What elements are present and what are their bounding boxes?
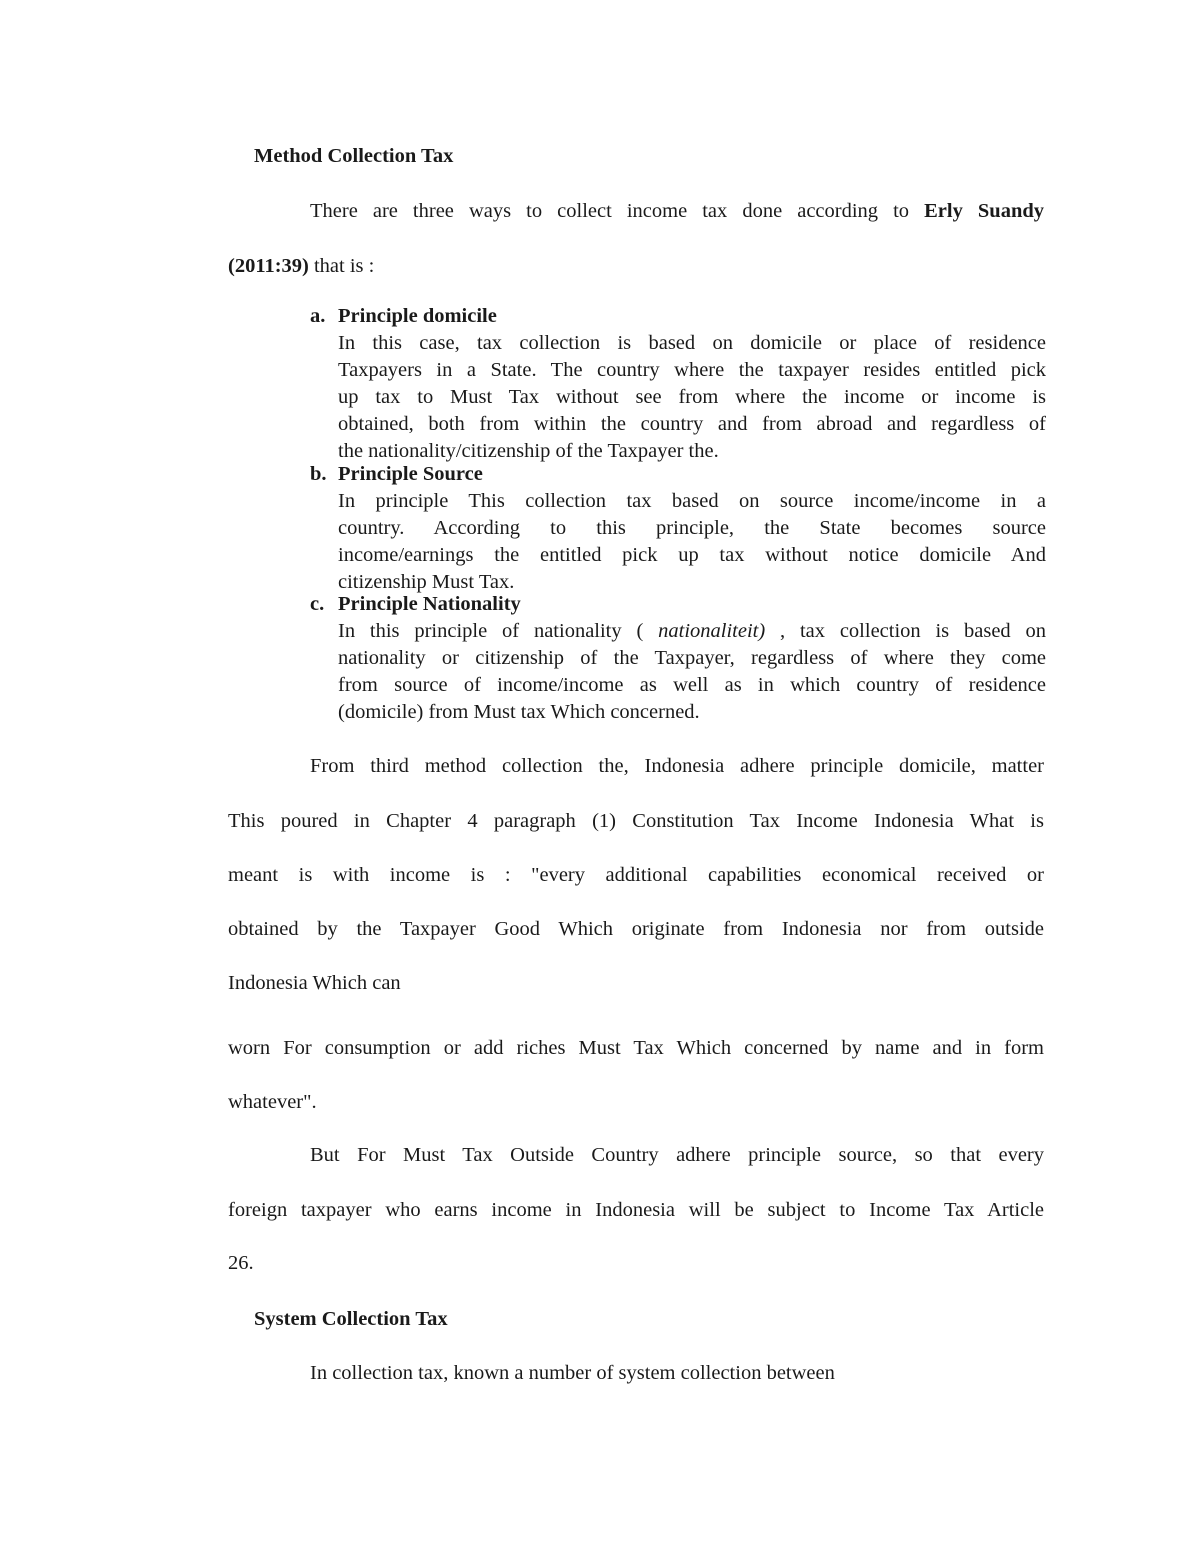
body-line: the nationality/citizenship of the Taxpayer the. xyxy=(338,440,719,462)
list-marker: b. xyxy=(310,463,327,485)
italic-term: nationaliteit) xyxy=(658,620,766,642)
body-text: In this principle of nationality ( xyxy=(338,620,659,642)
body-text: , tax collection is based on xyxy=(765,620,1046,642)
body-line: country. According to this principle, the State becomes source xyxy=(338,517,1046,539)
list-item-nationality xyxy=(310,591,1046,726)
body-line: income/earnings the entitled pick up tax without notice domicile And xyxy=(338,544,1046,566)
paragraph-line: meant is with income is : "every additional capabilities economical received or xyxy=(228,864,1044,886)
list-title: Principle Nationality xyxy=(338,593,521,615)
section-title-system: System Collection Tax xyxy=(254,1308,448,1330)
body-line: up tax to Must Tax without see from where the income or income is xyxy=(338,386,1046,408)
list-marker: c. xyxy=(310,593,325,615)
paragraph-line: whatever". xyxy=(228,1091,317,1113)
paragraph-line: Indonesia Which can xyxy=(228,972,401,994)
paragraph-line: obtained by the Taxpayer Good Which originate from Indonesia nor from outside xyxy=(228,918,1044,940)
body-line: nationality or citizenship of the Taxpayer, regardless of where they come xyxy=(338,647,1046,669)
body-line: from source of income/income as well as in which country of residence xyxy=(338,674,1046,696)
paragraph-line: In collection tax, known a number of system collection between xyxy=(310,1362,835,1384)
paragraph-line: From third method collection the, Indonesia adhere principle domicile, matter xyxy=(310,755,1044,777)
list-title: Principle Source xyxy=(338,463,483,485)
paragraph-line: worn For consumption or add riches Must Tax Which concerned by name and in form xyxy=(228,1037,1044,1059)
body-line: In principle This collection tax based on source income/income in a xyxy=(338,490,1046,512)
list-body xyxy=(338,488,1046,596)
intro-text-end: that is : xyxy=(308,255,375,277)
paragraph-line: But For Must Tax Outside Country adhere principle source, so that every xyxy=(310,1144,1044,1166)
list-marker: a. xyxy=(310,305,326,327)
list-item-source xyxy=(310,461,1046,596)
intro-line-1 xyxy=(310,200,1044,223)
paragraph-line: 26. xyxy=(228,1252,254,1274)
body-line xyxy=(338,618,1046,645)
list-body xyxy=(338,618,1046,726)
paragraph-line: This poured in Chapter 4 paragraph (1) Constitution Tax Income Indonesia What is xyxy=(228,810,1044,832)
body-line: (domicile) from Must tax Which concerned. xyxy=(338,701,700,723)
body-line: In this case, tax collection is based on domicile or place of residence xyxy=(338,332,1046,354)
body-line: obtained, both from within the country and from abroad and regardless of xyxy=(338,413,1046,435)
body-line: Taxpayers in a State. The country where the taxpayer resides entitled pick xyxy=(338,359,1046,381)
intro-text: There are three ways to collect income tax done according to xyxy=(310,200,925,222)
citation-year: (2011:39) xyxy=(228,255,309,277)
author-name: Erly Suandy xyxy=(924,200,1045,222)
intro-line-2 xyxy=(228,255,374,278)
section-title-method: Method Collection Tax xyxy=(254,145,454,167)
list-title: Principle domicile xyxy=(338,305,497,327)
paragraph-line: foreign taxpayer who earns income in Indonesia will be subject to Income Tax Article xyxy=(228,1199,1044,1221)
body-line: citizenship Must Tax. xyxy=(338,571,515,593)
list-item-domicile xyxy=(310,303,1046,465)
list-body xyxy=(338,330,1046,465)
